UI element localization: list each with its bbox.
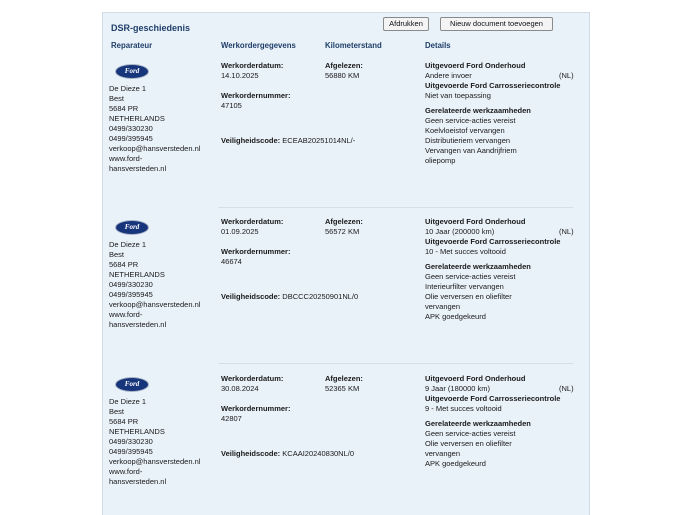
order-date-label: Werkorderdatum: [221,61,284,70]
dealer-street: De Dieze 1 [109,397,147,406]
dsr-history-panel [102,12,590,515]
inspection-heading: Uitgevoerde Ford Carrosseriecontrole [425,237,561,246]
maintenance-heading: Uitgevoerd Ford Onderhoud [425,61,526,70]
order-number-value: 42807 [221,414,242,423]
security-code-label: Veiligheidscode: [221,292,281,301]
related-heading: Gerelateerde werkzaamheden [425,419,531,428]
dealer-website: www.ford- [109,310,143,319]
security-code-value: DBCCC20250901NL/0 [282,292,359,301]
order-number-block [221,247,290,267]
order-number-block [221,91,290,111]
maintenance-value: 9 Jaar (180000 km) [425,384,491,393]
related-item: Geen service-acties vereist [425,429,516,438]
dealer-website: www.ford- [109,467,143,476]
ford-logo-icon: Ford [115,220,149,235]
panel-title: DSR-geschiedenis [111,23,191,33]
order-date-block [221,217,283,237]
km-block [325,61,363,81]
dealer-address [109,240,213,330]
add-document-button[interactable]: Nieuw document toevoegen [440,17,553,31]
related-item: APK goedgekeurd [425,459,486,468]
column-header-order: Werkordergegevens [221,41,296,50]
security-code-row [221,449,354,459]
related-item: oliepomp [425,156,456,165]
record-divider [218,207,573,208]
dealer-phone: 0499/330230 [109,437,153,446]
security-code-label: Veiligheidscode: [221,449,281,458]
dealer-city: Best [109,407,125,416]
related-item: Geen service-acties vereist [425,272,516,281]
km-label: Afgelezen: [325,61,363,70]
dealer-country: NETHERLANDS [109,427,165,436]
related-heading: Gerelateerde werkzaamheden [425,262,531,271]
dealer-website-cont: hansversteden.nl [109,164,167,173]
dealer-street: De Dieze 1 [109,84,147,93]
details-block [425,217,565,322]
security-code-value: ECEAB20251014NL/- [282,136,356,145]
security-code-value: KCAAI20240830NL/0 [282,449,354,458]
inspection-heading: Uitgevoerde Ford Carrosseriecontrole [425,394,561,403]
dealer-city: Best [109,250,125,259]
dealer-phone: 0499/330230 [109,280,153,289]
dealer-fax: 0499/395945 [109,447,153,456]
order-date-value: 01.09.2025 [221,227,259,236]
dealer-website-cont: hansversteden.nl [109,477,167,486]
order-number-block [221,404,290,424]
order-number-value: 46674 [221,257,242,266]
km-block [325,217,363,237]
order-date-block [221,374,283,394]
dealer-street: De Dieze 1 [109,240,147,249]
maintenance-heading: Uitgevoerd Ford Onderhoud [425,217,526,226]
country-code: (NL) [559,227,574,236]
km-block [325,374,363,394]
dealer-city: Best [109,94,125,103]
order-date-label: Werkorderdatum: [221,217,284,226]
order-number-value: 47105 [221,101,242,110]
dealer-email: verkoop@hansversteden.nl [109,457,201,466]
order-date-value: 14.10.2025 [221,71,259,80]
order-date-label: Werkorderdatum: [221,374,284,383]
dealer-postcode: 5684 PR [109,260,139,269]
maintenance-heading: Uitgevoerd Ford Onderhoud [425,374,526,383]
dealer-email: verkoop@hansversteden.nl [109,144,201,153]
km-label: Afgelezen: [325,217,363,226]
order-number-label: Werkordernummer: [221,404,291,413]
related-item: Koelvloeistof vervangen [425,126,505,135]
related-item: APK goedgekeurd [425,312,486,321]
related-heading: Gerelateerde werkzaamheden [425,106,531,115]
inspection-value: Niet van toepassing [425,91,491,100]
security-code-row [221,292,358,302]
order-date-block [221,61,283,81]
dealer-address [109,84,213,174]
related-item: Vervangen van Aandrijfriem [425,146,517,155]
security-code-row [221,136,355,146]
related-item: Olie verversen en oliefilter [425,439,512,448]
order-number-label: Werkordernummer: [221,247,291,256]
dealer-phone: 0499/330230 [109,124,153,133]
km-value: 52365 KM [325,384,360,393]
dealer-website-cont: hansversteden.nl [109,320,167,329]
dealer-email: verkoop@hansversteden.nl [109,300,201,309]
order-date-value: 30.08.2024 [221,384,259,393]
dealer-address [109,397,213,487]
dealer-website: www.ford- [109,154,143,163]
security-code-label: Veiligheidscode: [221,136,281,145]
km-value: 56572 KM [325,227,360,236]
ford-logo-icon: Ford [115,377,149,392]
dealer-country: NETHERLANDS [109,270,165,279]
details-block [425,374,565,469]
column-header-km: Kilometerstand [325,41,382,50]
related-item: Geen service-acties vereist [425,116,516,125]
maintenance-value: 10 Jaar (200000 km) [425,227,495,236]
related-item: vervangen [425,449,461,458]
country-code: (NL) [559,71,574,80]
order-number-label: Werkordernummer: [221,91,291,100]
related-item: Interieurfilter vervangen [425,282,504,291]
related-item: Olie verversen en oliefilter [425,292,512,301]
maintenance-value: Andere invoer [425,71,472,80]
dealer-postcode: 5684 PR [109,104,139,113]
km-value: 56880 KM [325,71,360,80]
dealer-fax: 0499/395945 [109,290,153,299]
inspection-value: 9 - Met succes voltooid [425,404,502,413]
column-header-dealer: Reparateur [111,41,153,50]
dealer-postcode: 5684 PR [109,417,139,426]
details-block [425,61,565,166]
column-header-details: Details [425,41,451,50]
dealer-fax: 0499/395945 [109,134,153,143]
country-code: (NL) [559,384,574,393]
record-divider [218,363,573,364]
related-item: vervangen [425,302,461,311]
dealer-country: NETHERLANDS [109,114,165,123]
km-label: Afgelezen: [325,374,363,383]
print-button[interactable]: Afdrukken [383,17,429,31]
inspection-value: 10 - Met succes voltooid [425,247,506,256]
ford-logo-icon: Ford [115,64,149,79]
related-item: Distributieriem vervangen [425,136,511,145]
inspection-heading: Uitgevoerde Ford Carrosseriecontrole [425,81,561,90]
